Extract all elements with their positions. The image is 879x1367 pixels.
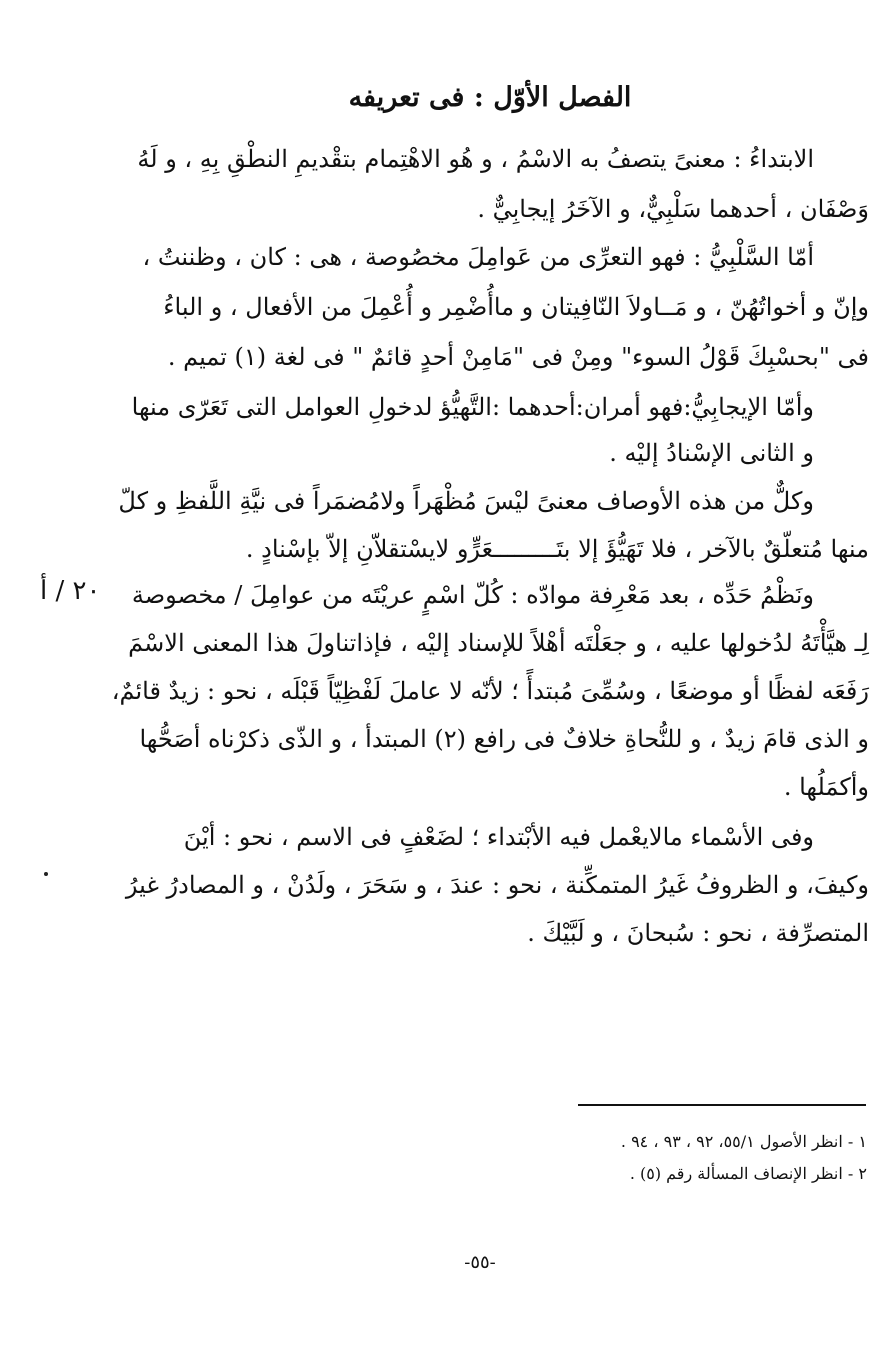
body-line-4: وإنّ و أخواتُهُنّ ، و مَــاولاَ النّافِيتان و ماأُضْمِر و أُعْمِلَ من الأفعال ، و الباءُ	[163, 293, 869, 321]
body-line-13: و الذى قامَ زيدٌ ، و للنُّحاةِ خلافٌ فى رافع (٢) المبتدأ ، و الذّى ذكرْناه أصَحُّها	[139, 725, 869, 753]
page-number: -٥٥-	[464, 1252, 496, 1273]
body-line-1: الابتداءُ : معنىً يتصفُ به الاسْمُ ، و هُو الاهْتِمام بتقْديمِ النطْقِ بِهِ ، و لَهُ	[137, 145, 814, 173]
footnote-1: ١ - انظر الأصول ٥٥/١، ٩٢ ، ٩٣ ، ٩٤ .	[620, 1132, 867, 1151]
body-line-12: رَفَعَه لفظًا أو موضعًا ، وسُمِّىَ مُبتدأً ؛ لأنّه لا عاملَ لَفْظِيّاً قَبْلَه ، نحو : زيدٌ قائمٌ،	[111, 677, 869, 705]
body-line-6: وأمّا الإيجابِيُّ:فهو أمران:أحدهما :التَّهيُّؤ لدخولِ العوامل التى تَعَرّى منها	[131, 393, 814, 421]
body-line-15: وفى الأسْماء مالايعْمل فيه الأبْتداء ؛ لضَعْفٍ فى الاسم ، نحو : أيْنَ	[183, 823, 814, 851]
body-line-9: منها مُتعلّقٌ بالآخر ، فلا تَهَيُّؤَ إلا بتَـــــــــعَرٍّو لايسْتقلاّنِ إلاّ بإسْنادٍ .	[245, 535, 869, 563]
body-line-11: لِـ هيَّأْتَهُ لدُخولها عليه ، و جعَلْتَه أهْلاً للإسناد إليْه ، فإذاتناولَ هذا المعنى الاسْمَ	[128, 629, 869, 657]
body-line-5: فى "بحسْبِكَ قَوْلُ السوء" ومِنْ فى "مَامِنْ أحدٍ قائمٌ " فى لغة (١) تميم .	[167, 343, 869, 371]
footnote-separator	[578, 1104, 866, 1106]
body-line-3: أمّا السَّلْبِيُّ : فهو التعرِّى من عَوامِلَ مخصُوصة ، هى : كان ، وظننتُ ،	[142, 243, 814, 271]
body-line-16: وكيفَ، و الظروفُ غَيرُ المتمكِّنة ، نحو : عندَ ، و سَحَرَ ، ولَدُنْ ، و المصادرُ غيرُ	[125, 871, 869, 899]
body-line-7: و الثانى الإسْنادُ إليْه .	[609, 439, 814, 467]
chapter-title: الفصل الأوّل : فى تعريفه	[348, 82, 632, 113]
stray-mark	[44, 872, 48, 876]
body-line-8: وكلٌّ من هذه الأوصاف معنىً ليْسَ مُظْهَراً ولامُضمَراً فى نيَّةِ اللَّفظِ و كلّ	[118, 487, 814, 515]
footnote-2: ٢ - انظر الإنصاف المسألة رقم (٥) .	[629, 1164, 867, 1183]
body-line-10: ونَظْمُ حَدِّه ، بعد مَعْرِفة موادّه : كُلّ اسْمٍ عريْتَه من عوامِلَ / مخصوصة	[131, 581, 814, 609]
body-line-17: المتصرِّفة ، نحو : سُبحانَ ، و لَبَّيْكَ .	[527, 919, 869, 947]
body-line-14: وأكمَلُها .	[783, 773, 869, 801]
manuscript-folio-note: ٢٠ / أ	[40, 576, 101, 606]
body-line-2: وَصْفَان ، أحدهما سَلْبِيٌّ، و الآخَرُ إيجابِيٌّ .	[477, 195, 869, 223]
